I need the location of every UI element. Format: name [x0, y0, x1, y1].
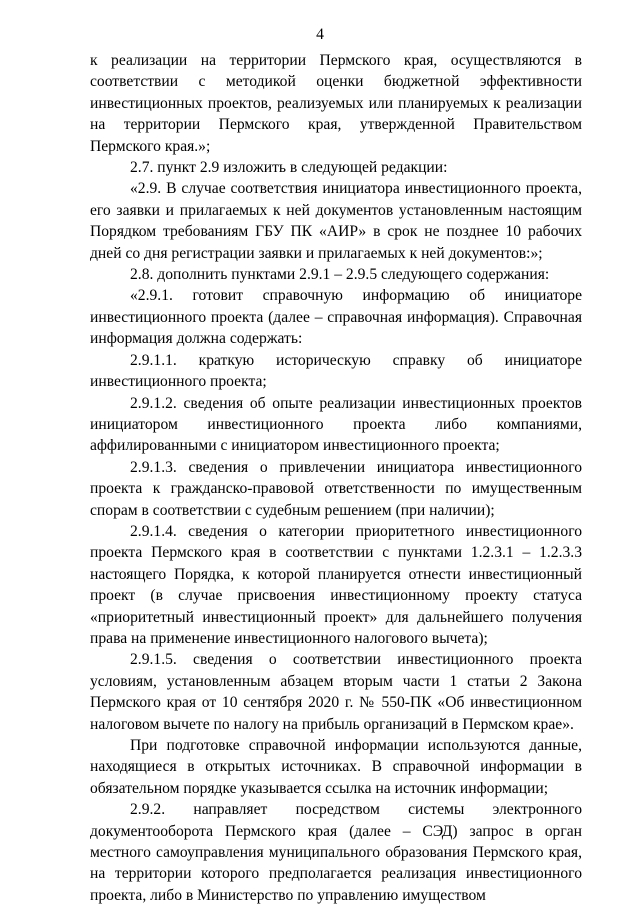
- paragraph-2-9-2: 2.9.2. направляет посредством системы электронного документооборота Пермского края (далее – СЭД) запрос в орган местного самоуправления муниципального образования Пермского края, на территории которого предполагается реализация инвестиционного проекта, либо в Министерство по управлению имуществом: [90, 801, 582, 904]
- paragraph-sources-note: При подготовке справочной информации используются данные, находящиеся в открытых источниках. В справочной информации в обязательном порядке указывается ссылка на источник информации;: [90, 737, 582, 797]
- paragraph-2-9-1-4: 2.9.1.4. сведения о категории приоритетного инвестиционного проекта Пермского края в соответствии с пунктами 1.2.3.1 – 1.2.3.3 настоящего Порядка, к которой планируется отнести инвестиционный проект (в случае присвоения инвестиционному проекту статуса «приоритетный инвестиционный проект» для дальнейшего получения права на применение инвестиционного налогового вычета);: [90, 522, 582, 647]
- paragraph-2-9-1: «2.9.1. готовит справочную информацию об инициаторе инвестиционного проекта (далее – справочная информация). Справочная информация должна содержать:: [90, 287, 582, 348]
- paragraph-2-9-quote: «2.9. В случае соответствия инициатора инвестиционного проекта, его заявки и прилагаемых к ней документов установленным настоящим Порядком требованиям ГБУ ПК «АИР» в срок не позднее 10 рабочих дней со дня регистрации заявки и прилагаемых к ней документов:»;: [90, 180, 582, 262]
- paragraph-2-9-1-5: 2.9.1.5. сведения о соответствии инвестиционного проекта условиям, установленным абзацем вторым части 1 статьи 2 Закона Пермского края от 10 сентября 2020 г. № 550-ПК «Об инвестиционном налоговом вычете по налогу на прибыль организаций в Пермском крае».: [90, 651, 582, 733]
- paragraph-2-9-1-1: 2.9.1.1. краткую историческую справку об инициаторе инвестиционного проекта;: [90, 351, 582, 391]
- paragraph-2-8: 2.8. дополнить пунктами 2.9.1 – 2.9.5 следующего содержания:: [130, 266, 550, 284]
- paragraph-2-9-1-3: 2.9.1.3. сведения о привлечении инициатора инвестиционного проекта к гражданско-правовой ответственности по имущественным спорам в соответствии с судебным решением (при наличии);: [90, 458, 582, 519]
- paragraph-continuation: к реализации на территории Пермского края, осуществляются в соответствии с методикой оценки бюджетной эффективности инвестиционных проектов, реализуемых или планируемых к реализации на территории Пермского края, утвержденной Правительством Пермского края.»;: [90, 52, 582, 155]
- page-number: 4: [316, 26, 324, 43]
- paragraph-2-9-1-2: 2.9.1.2. сведения об опыте реализации инвестиционных проектов инициатором инвестиционного проекта либо компаниями, аффилированными с инициатором инвестиционного проекта;: [90, 394, 582, 455]
- paragraph-2-7: 2.7. пункт 2.9 изложить в следующей редакции:: [130, 159, 448, 177]
- document-body: [90, 50, 582, 906]
